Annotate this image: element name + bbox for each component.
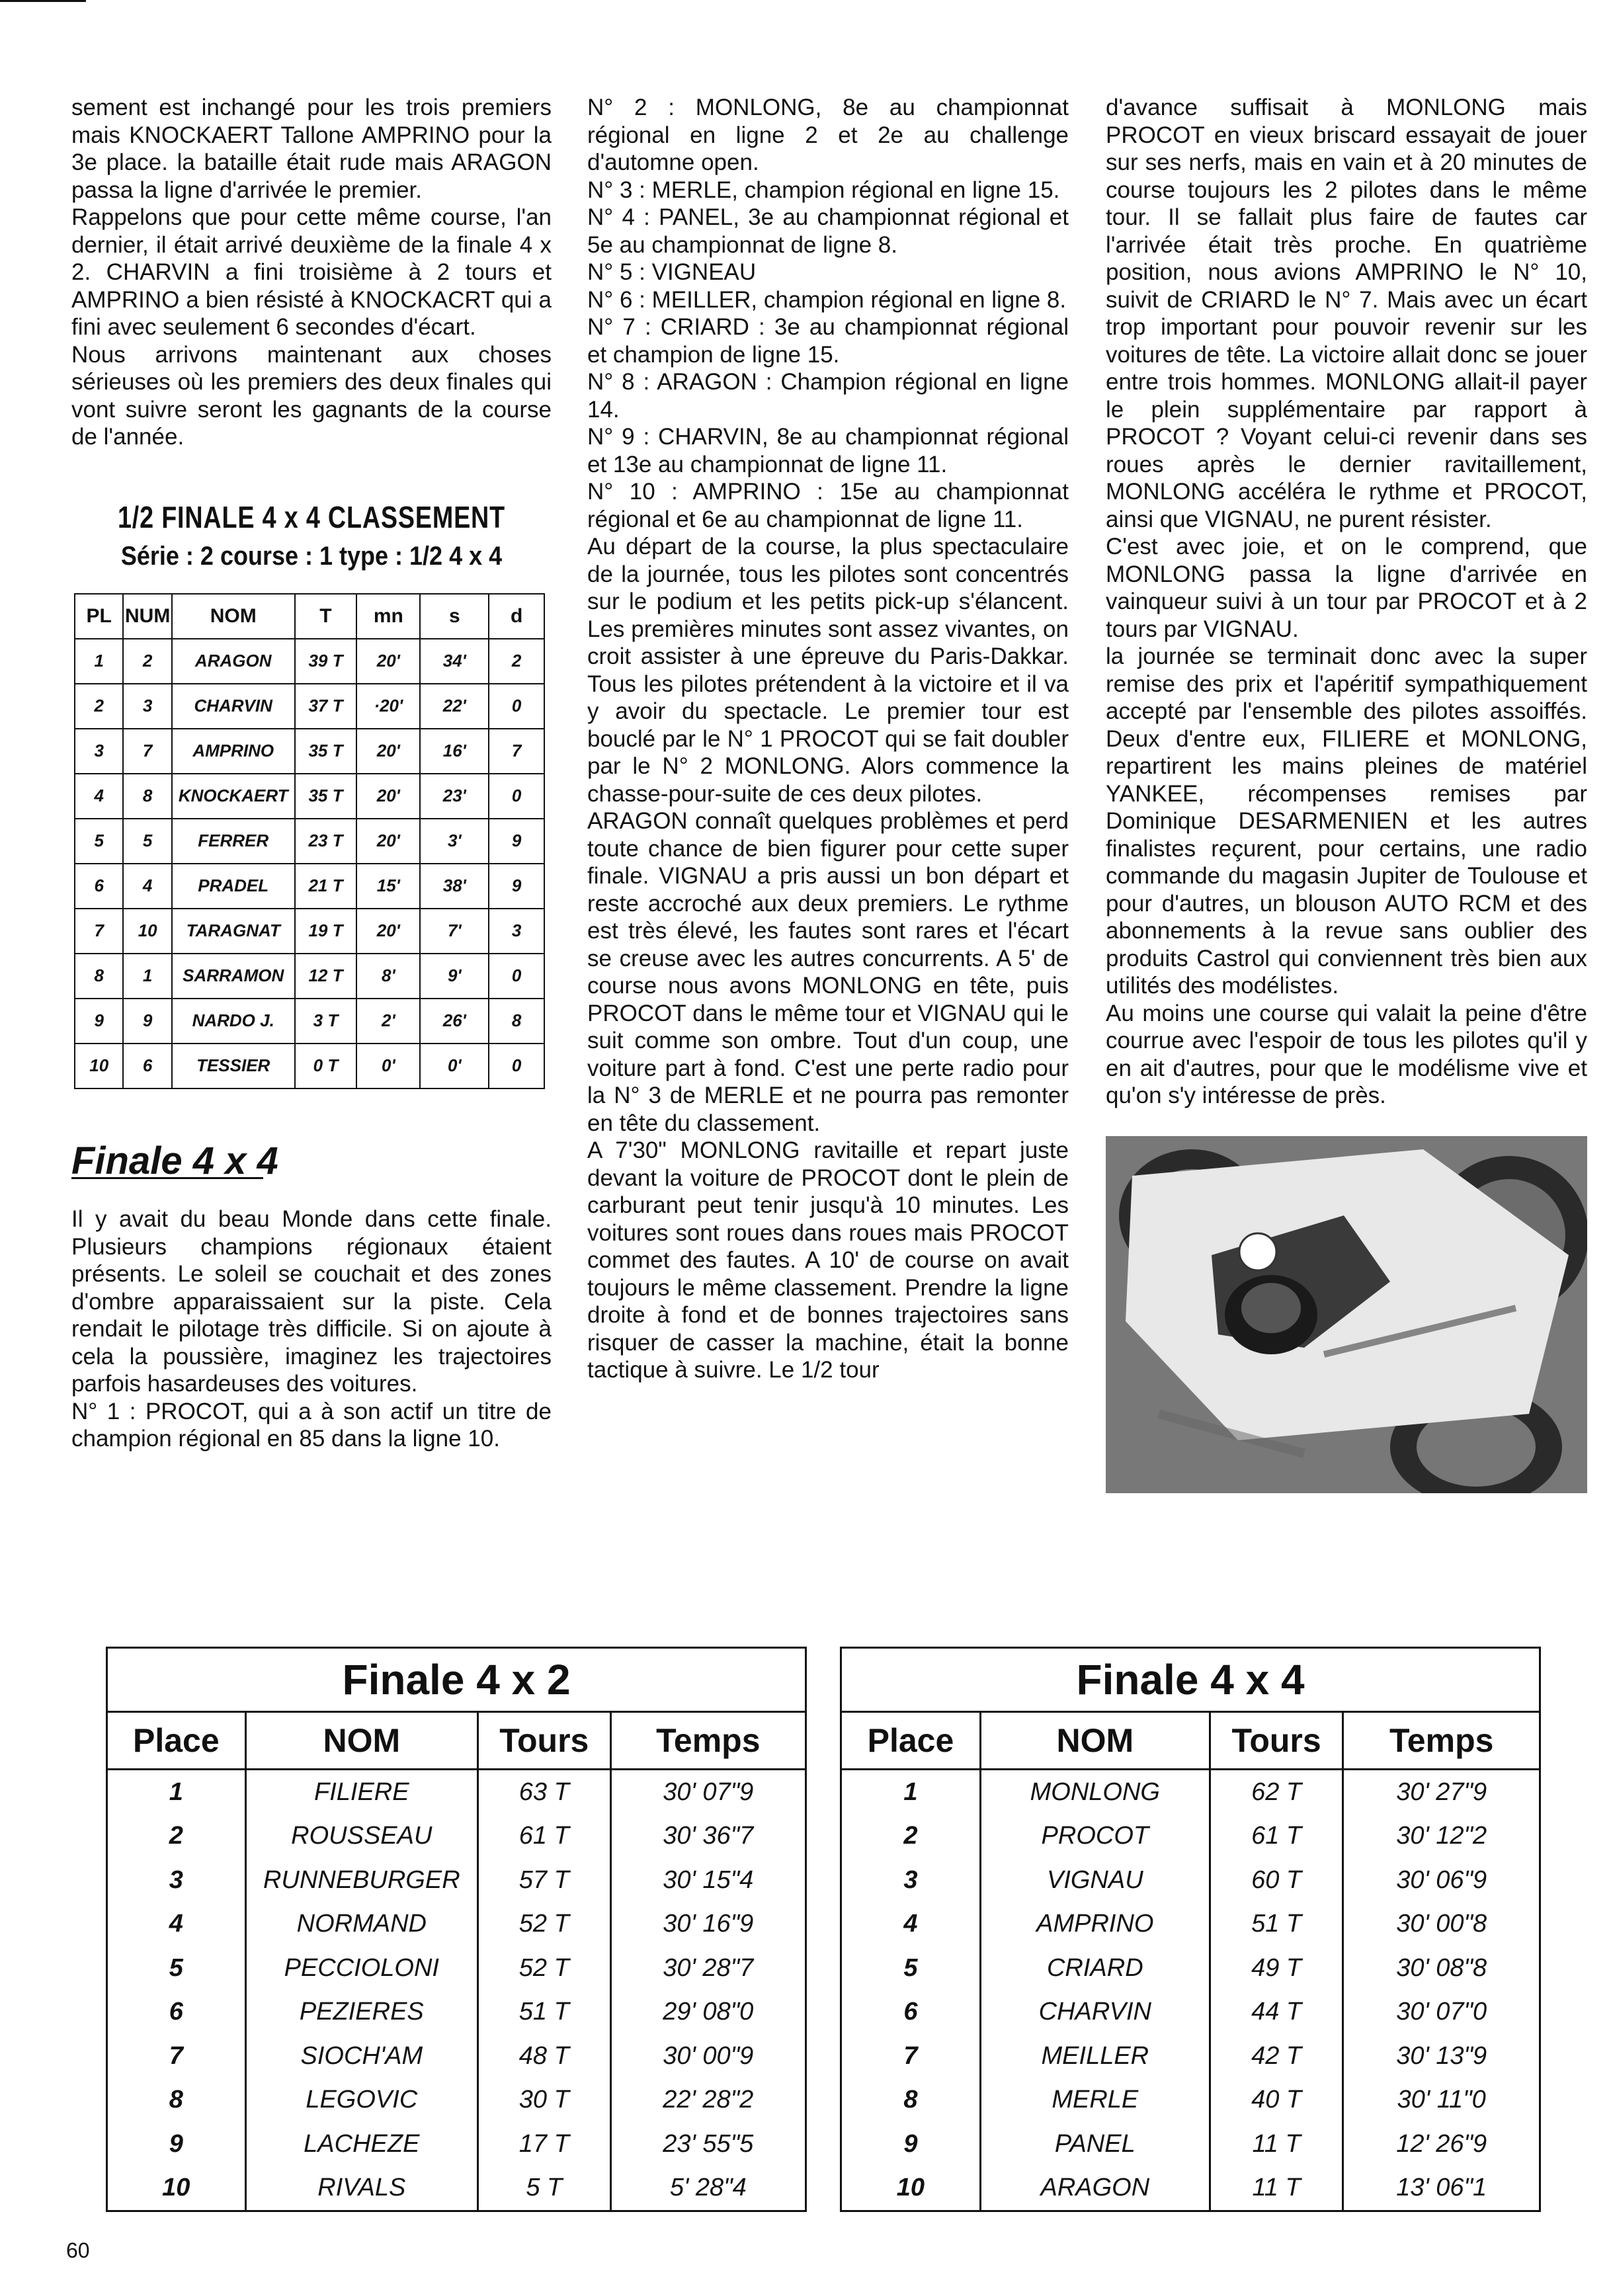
finale42-cell: 57 T <box>477 1858 610 1903</box>
semi-final-cell: 2 <box>489 639 544 684</box>
finale-4x4-header-tours: Tours <box>1210 1712 1343 1770</box>
semi-final-cell: 22' <box>420 684 489 729</box>
finale44-cell: 10 <box>841 2166 981 2211</box>
semi-final-cell: 8 <box>123 774 171 819</box>
col1-paragraph-5: N° 1 : PROCOT, qui a à son actif un titre de champion régional en 85 dans la ligne 10. <box>71 1398 552 1452</box>
semi-final-cell: 38' <box>420 864 489 909</box>
col3-paragraph-2: C'est avec joie, et on le comprend, que MONLONG passa la ligne d'arrivée en vainqueur suivi à un tour par PROCOT et à 2 tours par VIGNAU. <box>1106 534 1587 642</box>
semi-final-cell: SARRAMON <box>172 954 295 999</box>
semi-final-cell: 9 <box>489 819 544 864</box>
col2-paragraph-1: N° 2 : MONLONG, 8e au championnat régional en ligne 2 et 2e au challenge d'automne open. <box>587 95 1069 175</box>
finale44-row <box>841 2166 1540 2211</box>
finale42-row <box>107 2122 806 2166</box>
finale42-cell: FILIERE <box>245 1770 477 1815</box>
finale-4x4-heading-text: Finale 4 x 4 <box>71 1139 278 1182</box>
semi-final-cell: 3 <box>489 909 544 954</box>
finale44-cell: CRIARD <box>980 1946 1210 1990</box>
semi-final-header-row <box>75 594 544 639</box>
finale42-row <box>107 1990 806 2035</box>
finale42-cell: ROUSSEAU <box>245 1815 477 1859</box>
semi-final-row <box>75 864 544 909</box>
finale42-cell: LACHEZE <box>245 2122 477 2166</box>
column-1 <box>71 94 552 1453</box>
semi-final-cell: 2 <box>75 684 123 729</box>
semi-final-row <box>75 729 544 774</box>
finale-4x4-title: Finale 4 x 4 <box>841 1648 1540 1712</box>
finale44-cell: 6 <box>841 1990 981 2035</box>
finale42-cell: NORMAND <box>245 1903 477 1947</box>
finale44-cell: MEILLER <box>980 2034 1210 2078</box>
finale42-row <box>107 1815 806 1859</box>
semi-final-table <box>74 593 545 1089</box>
semi-final-cell: 1 <box>75 639 123 684</box>
finale42-cell: SIOCH'AM <box>245 2034 477 2078</box>
finale-4x4-body <box>841 1770 1540 2211</box>
finale44-cell: 1 <box>841 1770 981 1815</box>
finale42-cell: LEGOVIC <box>245 2078 477 2123</box>
semi-final-cell: 0 <box>489 954 544 999</box>
semi-final-series: Série : 2 course : 1 type : 1/2 4 x 4 <box>120 542 503 571</box>
finale42-cell: 30 T <box>477 2078 610 2123</box>
semi-final-cell: 20' <box>356 774 420 819</box>
finale44-cell: 44 T <box>1210 1990 1343 2035</box>
finale-4x2-body <box>107 1770 806 2211</box>
finale42-cell: 30' 28"7 <box>663 1953 754 1982</box>
finale42-cell: 61 T <box>477 1815 610 1859</box>
semi-final-row <box>75 1044 544 1088</box>
finale44-cell: PANEL <box>980 2122 1210 2166</box>
semi-final-title: 1/2 FINALE 4 x 4 CLASSEMENT <box>118 499 505 534</box>
finale42-cell: 17 T <box>477 2122 610 2166</box>
semi-final-cell: 6 <box>123 1044 171 1088</box>
finale44-cell: AMPRINO <box>980 1903 1210 1947</box>
finale42-row <box>107 2166 806 2211</box>
finale42-cell: 63 T <box>477 1770 610 1815</box>
semi-final-cell: 10 <box>75 1044 123 1088</box>
finale44-cell: 51 T <box>1210 1903 1343 1947</box>
semi-final-cell: NARDO J. <box>172 999 295 1044</box>
semi-final-cell: 2' <box>356 999 420 1044</box>
finale44-row <box>841 1990 1540 2035</box>
semi-final-cell: 9 <box>123 999 171 1044</box>
col2-paragraph-6: N° 7 : CRIARD : 3e au championnat régional et champion de ligne 15. <box>587 314 1069 368</box>
top-rule <box>0 0 86 2</box>
semi-header-t: T <box>295 594 357 639</box>
col3-paragraph-1: d'avance suffisait à MONLONG mais PROCOT en vieux briscard essayait de jouer sur ses nerfs, mais en vain et à 20 minutes de course toujours les 2 pilotes dans le même tour. Il se fallait plus faire de fautes car l'arrivée était très proche. En quatrième position, nous avions AMPRINO le N° 10, suivit de CRIARD le N° 7. Mais avec un écart trop important pour pouvoir revenir sur les voitures de tête. La victoire allait donc se jouer entre trois hommes. MONLONG allait-il payer le plein supplémentaire par rapport à PROCOT ? Voyant celui-ci revenir dans ses roues après le dernier ravitaillement, MONLONG accéléra le rythme et PROCOT, ainsi que VIGNAU, ne purent résister. <box>1106 95 1587 532</box>
finale42-row <box>107 1946 806 1990</box>
finale44-cell: 30' 27"9 <box>1396 1778 1487 1806</box>
semi-final-cell: 4 <box>75 774 123 819</box>
finale42-row <box>107 1903 806 1947</box>
finale44-cell: 5 <box>841 1946 981 1990</box>
semi-final-cell: ·20' <box>356 684 420 729</box>
finale42-row <box>107 2078 806 2123</box>
finale42-cell: 51 T <box>477 1990 610 2035</box>
semi-final-body <box>75 639 544 1088</box>
finale44-cell: 11 T <box>1210 2166 1343 2211</box>
finale44-row <box>841 1815 1540 1859</box>
finale44-row <box>841 2122 1540 2166</box>
finale42-cell: 5 T <box>477 2166 610 2211</box>
semi-final-cell: AMPRINO <box>172 729 295 774</box>
finale44-row <box>841 1946 1540 1990</box>
semi-final-row <box>75 774 544 819</box>
semi-final-cell: 34' <box>420 639 489 684</box>
col1-paragraph-1: sement est inchangé pour les trois premiers mais KNOCKAERT Tallone AMPRINO pour la 3e place. la bataille était rude mais ARAGON passa la ligne d'arrivée le premier. <box>71 95 552 203</box>
semi-final-cell: 12 T <box>295 954 357 999</box>
col2-paragraph-3: N° 4 : PANEL, 3e au championnat régional et 5e au championnat de ligne 8. <box>587 204 1069 258</box>
finale42-cell: 29' 08"0 <box>663 1998 754 2026</box>
semi-final-cell: 9' <box>420 954 489 999</box>
col1-paragraph-3: Nous arrivons maintenant aux choses sérieuses où les premiers des deux finales qui vont suivre seront les gagnants de la course de l'année. <box>71 341 552 450</box>
finale42-cell: 30' 15"4 <box>663 1866 754 1894</box>
semi-final-cell: 6 <box>75 864 123 909</box>
semi-final-cell: 3 <box>75 729 123 774</box>
finale42-cell: 5 <box>107 1946 246 1990</box>
semi-final-cell: 3' <box>420 819 489 864</box>
finale44-cell: 7 <box>841 2034 981 2078</box>
col2-paragraph-5: N° 6 : MEILLER, champion régional en ligne 8. <box>587 286 1067 313</box>
finale42-cell: 22' 28"2 <box>663 2086 754 2114</box>
semi-header-mn: mn <box>356 594 420 639</box>
finale44-cell: 30' 08"8 <box>1396 1953 1487 1982</box>
finale-4x2-header-place: Place <box>107 1712 246 1770</box>
semi-final-cell: 21 T <box>295 864 357 909</box>
finale44-row <box>841 1903 1540 1947</box>
semi-header-s: s <box>420 594 489 639</box>
col2-paragraph-11: ARAGON connaît quelques problèmes et perd toute chance de bien figurer pour cette super finale. VIGNAU a pris aussi un bon départ et reste accroché aux deux premiers. Le rythme est très élevé, les fautes sont rares et l'écart se creuse avec les autres concurrents. A 5' de course nous avons MONLONG en tête, puis PROCOT dans le même tour et VIGNAU qui le suit comme son ombre. Tout d'un coup, une voiture part à fond. C'est une perte radio pour la N° 3 de MERLE et ne pourra pas remonter en tête du classement. <box>587 808 1069 1136</box>
finale44-cell: 40 T <box>1210 2078 1343 2123</box>
finale-4x4-header-place: Place <box>841 1712 981 1770</box>
semi-final-cell: PRADEL <box>172 864 295 909</box>
finale42-cell: 30' 00"9 <box>663 2041 754 2070</box>
semi-final-cell: 3 <box>123 684 171 729</box>
semi-final-cell: 7 <box>489 729 544 774</box>
column-3 <box>1106 94 1587 1499</box>
semi-final-cell: 19 T <box>295 909 357 954</box>
finale42-cell: 4 <box>107 1903 246 1947</box>
finale-4x2-table <box>106 1647 807 2212</box>
finale42-cell: 3 <box>107 1858 246 1903</box>
semi-header-pl: PL <box>75 594 123 639</box>
finale42-cell: PECCIOLONI <box>245 1946 477 1990</box>
semi-final-cell: 35 T <box>295 729 357 774</box>
semi-final-cell: 1 <box>123 954 171 999</box>
col2-paragraph-10: Au départ de la course, la plus spectaculaire de la journée, tous les pilotes sont concentrés sur le podium et les petits pick-up s'élancent. Les premières minutes sont assez vivantes, on croit assister à une épreuve du Paris-Dakkar. Tous les pilotes prétendent à la victoire et il va y avoir du spectacle. Le premier tour est bouclé par le N° 1 PROCOT qui se fait doubler par le N° 2 MONLONG. Alors commence la chasse-pour-suite de ces deux pilotes. <box>587 534 1069 807</box>
semi-final-cell: 7' <box>420 909 489 954</box>
semi-final-cell: 0 T <box>295 1044 357 1088</box>
semi-final-cell: 16' <box>420 729 489 774</box>
col2-paragraph-8: N° 9 : CHARVIN, 8e au championnat régional et 13e au championnat de ligne 11. <box>587 424 1069 477</box>
finale44-cell: 49 T <box>1210 1946 1343 1990</box>
finale44-cell: 8 <box>841 2078 981 2123</box>
semi-final-row <box>75 819 544 864</box>
finale42-cell: 23' 55"5 <box>663 2129 754 2158</box>
semi-final-cell: 9 <box>489 864 544 909</box>
finale42-cell: 6 <box>107 1990 246 2035</box>
finale42-cell: 7 <box>107 2034 246 2078</box>
col3-paragraph-4: Au moins une course qui valait la peine d'être courrue avec l'espoir de tous les pilotes qu'il y en ait d'autres, pour que le modélisme vive et qu'on s'y intéresse de près. <box>1106 1000 1587 1108</box>
finale42-cell: PEZIERES <box>245 1990 477 2035</box>
finale42-cell: 5' 28"4 <box>669 2174 747 2202</box>
semi-final-cell: 23 T <box>295 819 357 864</box>
semi-final-cell: 0 <box>489 774 544 819</box>
finale42-cell: 52 T <box>477 1946 610 1990</box>
finale44-cell: MERLE <box>980 2078 1210 2123</box>
finale-4x2-header-nom: NOM <box>245 1712 477 1770</box>
semi-final-cell: 0' <box>356 1044 420 1088</box>
semi-final-cell: 35 T <box>295 774 357 819</box>
finale44-row <box>841 1858 1540 1903</box>
finale44-cell: 11 T <box>1210 2122 1343 2166</box>
finale-4x2-header-row <box>107 1712 806 1770</box>
col3-paragraph-3: la journée se terminait donc avec la super remise des prix et l'apéritif sympathiquement accepté par l'ensemble des pilotes assoiffés. Deux d'entre eux, FILIERE et MONLONG, repartirent les mains pleines de matériel YANKEE, récompenses remises par Dominique DESARMENIEN et les autres finalistes reçurent, pour certains, une radio commande du magasin Jupiter de Toulouse et pour d'autres, un blouson AUTO RCM et des abonnements à la revue sans oublier des produits Castrol qui conviennent très bien aux utilités des modélistes. <box>1106 643 1587 999</box>
finale44-cell: 2 <box>841 1815 981 1859</box>
finale42-cell: RIVALS <box>245 2166 477 2211</box>
finale44-cell: 30' 12"2 <box>1396 1822 1487 1850</box>
finale44-cell: 12' 26"9 <box>1396 2129 1487 2158</box>
col2-paragraph-4: N° 5 : VIGNEAU <box>587 259 757 285</box>
finale44-cell: 61 T <box>1210 1815 1343 1859</box>
finale44-row <box>841 2034 1540 2078</box>
semi-final-cell: 7 <box>123 729 171 774</box>
finale42-cell: 48 T <box>477 2034 610 2078</box>
finale42-cell: 9 <box>107 2122 246 2166</box>
finale44-cell: 30' 00"8 <box>1396 1910 1487 1938</box>
finale42-cell: 2 <box>107 1815 246 1859</box>
semi-final-cell: 8' <box>356 954 420 999</box>
semi-final-row <box>75 999 544 1044</box>
semi-final-cell: ARAGON <box>172 639 295 684</box>
finale-4x4-heading <box>71 1139 552 1182</box>
finale44-cell: 60 T <box>1210 1858 1343 1903</box>
semi-final-cell: TESSIER <box>172 1044 295 1088</box>
finale44-cell: 4 <box>841 1903 981 1947</box>
semi-final-cell: 8 <box>489 999 544 1044</box>
finale42-cell: 1 <box>107 1770 246 1815</box>
finale-4x4-header-row <box>841 1712 1540 1770</box>
col2-paragraph-12: A 7'30" MONLONG ravitaille et repart juste devant la voiture de PROCOT dont le plein de carburant peut tenir jusqu'à 10 minutes. Les voitures sont roues dans roues mais PROCOT commet des fautes. A 10' de course on avait toujours le même classement. Prendre la ligne droite à fond et de bonnes trajectoires sans risquer de casser la machine, était la bonne tactique à suivre. Le 1/2 tour <box>587 1137 1069 1383</box>
semi-header-num: NUM <box>123 594 171 639</box>
finale42-cell: 10 <box>107 2166 246 2211</box>
semi-final-cell: TARAGNAT <box>172 909 295 954</box>
semi-final-cell: 26' <box>420 999 489 1044</box>
finale42-cell: 30' 16"9 <box>663 1910 754 1938</box>
semi-final-cell: 15' <box>356 864 420 909</box>
finale-4x2-header-temps: Temps <box>610 1712 806 1770</box>
semi-final-cell: 5 <box>123 819 171 864</box>
semi-header-d: d <box>489 594 544 639</box>
finale42-row <box>107 2034 806 2078</box>
semi-final-cell: CHARVIN <box>172 684 295 729</box>
semi-final-cell: KNOCKAERT <box>172 774 295 819</box>
finale42-cell: 52 T <box>477 1903 610 1947</box>
finale42-row <box>107 1770 806 1815</box>
column-2 <box>587 94 1069 1384</box>
finale44-row <box>841 2078 1540 2123</box>
semi-final-cell: 7 <box>75 909 123 954</box>
finale44-cell: 42 T <box>1210 2034 1343 2078</box>
finale42-cell: 30' 07"9 <box>663 1778 754 1806</box>
semi-final-cell: 4 <box>123 864 171 909</box>
finale-4x2-header-tours: Tours <box>477 1712 610 1770</box>
finale44-cell: 30' 11"0 <box>1397 2086 1486 2114</box>
semi-final-cell: 20' <box>356 639 420 684</box>
finale42-row <box>107 1858 806 1903</box>
semi-final-cell: 8 <box>75 954 123 999</box>
finale-4x4-header-nom: NOM <box>980 1712 1210 1770</box>
rc-car-photo <box>1106 1136 1587 1493</box>
col1-paragraph-2: Rappelons que pour cette même course, l'an dernier, il était arrivé deuxième de la finale 4 x 2. CHARVIN a fini troisième à 2 tours et AMPRINO a bien résisté à KNOCKACRT qui a fini avec seulement 6 secondes d'écart. <box>71 204 552 340</box>
finale44-cell: ARAGON <box>980 2166 1210 2211</box>
finale44-cell: CHARVIN <box>980 1990 1210 2035</box>
finale-4x4-header-temps: Temps <box>1343 1712 1540 1770</box>
finale44-cell: 62 T <box>1210 1770 1343 1815</box>
finale42-cell: 8 <box>107 2078 246 2123</box>
col2-paragraph-7: N° 8 : ARAGON : Champion régional en ligne 14. <box>587 369 1069 423</box>
finale-4x2-title: Finale 4 x 2 <box>107 1648 806 1712</box>
semi-final-cell: 20' <box>356 729 420 774</box>
finale-4x4-table <box>840 1647 1541 2212</box>
semi-final-row <box>75 684 544 729</box>
semi-final-row <box>75 909 544 954</box>
semi-final-cell: 0' <box>420 1044 489 1088</box>
semi-final-cell: 9 <box>75 999 123 1044</box>
semi-final-cell: 0 <box>489 1044 544 1088</box>
semi-final-cell: 20' <box>356 819 420 864</box>
finale44-cell: 30' 13"9 <box>1396 2041 1487 2070</box>
semi-final-cell: 39 T <box>295 639 357 684</box>
col2-paragraph-9: N° 10 : AMPRINO : 15e au championnat régional et 6e au championnat de ligne 11. <box>587 479 1069 532</box>
semi-final-cell: 0 <box>489 684 544 729</box>
semi-final-cell: 20' <box>356 909 420 954</box>
semi-final-cell: 10 <box>123 909 171 954</box>
finale44-cell: 13' 06"1 <box>1396 2174 1487 2202</box>
semi-final-cell: 23' <box>420 774 489 819</box>
finale44-cell: 30' 06"9 <box>1396 1866 1487 1894</box>
finale44-cell: 9 <box>841 2122 981 2166</box>
col1-paragraph-4: Il y avait du beau Monde dans cette finale. Plusieurs champions régionaux étaient présents. Le soleil se couchait et des zones d'ombre apparaissaient sur la piste. Cela rendait le pilotage très difficile. Si on ajoute à cela la poussière, imaginez les trajectoires parfois hasardeuses des voitures. <box>71 1206 552 1397</box>
finale44-cell: PROCOT <box>980 1815 1210 1859</box>
finale44-cell: 3 <box>841 1858 981 1903</box>
finale44-cell: 30' 07"0 <box>1396 1998 1487 2026</box>
semi-header-nom: NOM <box>172 594 295 639</box>
semi-final-cell: FERRER <box>172 819 295 864</box>
finale44-cell: MONLONG <box>980 1770 1210 1815</box>
col2-paragraph-2: N° 3 : MERLE, champion régional en ligne 15. <box>587 177 1060 203</box>
semi-final-row <box>75 954 544 999</box>
semi-final-cell: 3 T <box>295 999 357 1044</box>
semi-final-cell: 2 <box>123 639 171 684</box>
semi-final-cell: 37 T <box>295 684 357 729</box>
semi-final-row <box>75 639 544 684</box>
page-number: 60 <box>66 2238 90 2262</box>
semi-final-cell: 5 <box>75 819 123 864</box>
finale42-cell: 30' 36"7 <box>663 1822 754 1850</box>
finale42-cell: RUNNEBURGER <box>245 1858 477 1903</box>
finale44-cell: VIGNAU <box>980 1858 1210 1903</box>
finale44-row <box>841 1770 1540 1815</box>
